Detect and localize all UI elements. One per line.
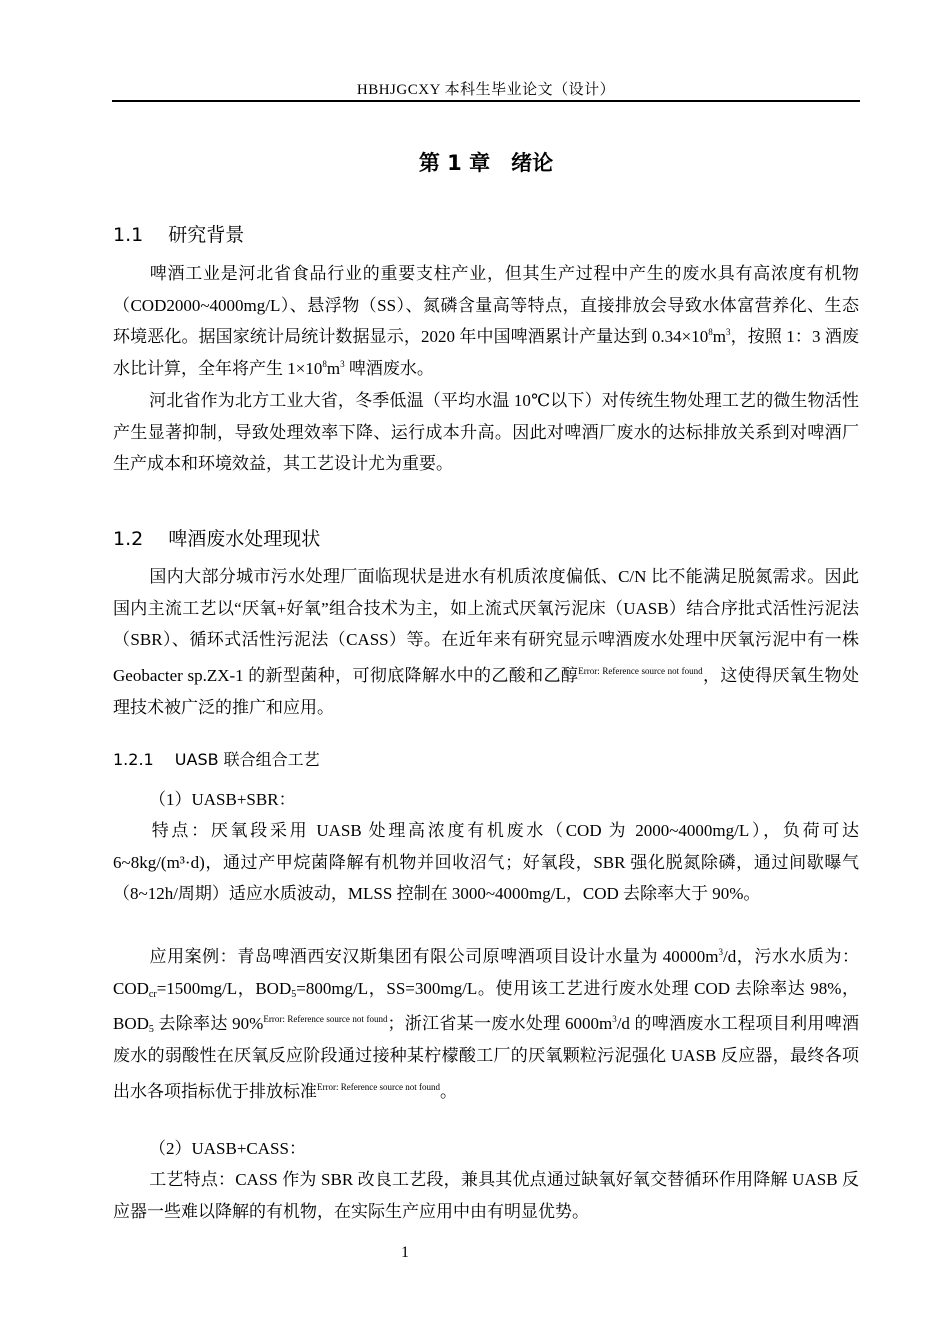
section-heading-1-1: 1.1 研究背景 — [113, 224, 245, 246]
page-header: HBHJGCXY 本科生毕业论文（设计） — [356, 82, 616, 98]
paragraph-process-features: 工艺特点：CASS 作为 SBR 改良工艺段，兼具其优点通过缺氧好氧交替循环作用降解 UASB 反应器一些难以降解的有机物，在实际生产应用中由有明显优势。 — [113, 1170, 859, 1221]
section-heading-1-2: 1.2 啤酒废水处理现状 — [113, 528, 321, 550]
paragraph-features: 特点：厌氧段采用 UASB 处理高浓度有机废水（COD 为 2000~4000mg/L），负荷可达 6~8kg/(m³·d)，通过产甲烷菌降解有机物并回收沼气；好氧段，SBR 强化脱氮除磷，通过间歇曝气（8~12h/周期）适应水质波动，MLSS 控制在 3000~4000mg/L，COD 去除率大于 90%。 — [113, 821, 859, 904]
paragraph-status: 国内大部分城市污水处理厂面临现状是进水有机质浓度偏低、C/N 比不能满足脱氮需求。因此国内主流工艺以“厌氧+好氧”组合技术为主，如上流式厌氧污泥床（UASB）结合序批式活性污泥法（SBR）、循环式活性污泥法（CASS）等。在近年来有研究显示啤酒废水处理中厌氧污泥中有一株 Geobacter sp.ZX-1 的新型菌种，可彻底降解水中的乙酸和乙醇$^{Error: Reference source not found}$，这使得厌氧生物处理技术被广泛的推广和应用。 — [113, 567, 860, 717]
reference-error: Error: Reference source not found — [263, 1014, 388, 1025]
chapter-title: 第 1 章 绪论 — [418, 151, 554, 175]
page-number: 1 — [401, 1244, 409, 1261]
reference-error: Error: Reference source not found — [317, 1081, 440, 1092]
reference-error: Error: Reference source not found — [578, 666, 703, 677]
paragraph-background-2: 河北省作为北方工业大省，冬季低温（平均水温 10℃以下）对传统生物处理工艺的微生物活性产生显著抑制，导致处理效率下降、运行成本升高。因此对啤酒厂废水的达标排放关系到对啤酒厂生产成本和环境效益，其工艺设计尤为重要。 — [113, 391, 859, 474]
item-uasb-cass: （2）UASB+CASS： — [149, 1139, 306, 1158]
paragraph-background-1: 啤酒工业是河北省食品行业的重要支柱产业，但其生产过程中产生的废水具有高浓度有机物（COD2000~4000mg/L）、悬浮物（SS）、氮磷含量高等特点，直接排放会导致水体富营养化、生态环境恶化。据国家统计局统计数据显示，2020 年中国啤酒累计产量达到 $0.34\times 10^8m^3$，按照 1：3 酒废水比计算，全年将产生 $1\times 10^8m^3$ 啤酒废水。 — [113, 264, 859, 379]
section-heading-1-2-1: 1.2.1 UASB 联合组合工艺 — [113, 750, 320, 769]
paragraph-case: 应用案例：青岛啤酒西安汉斯集团有限公司原啤酒项目设计水量为 $40000m^3/d$，污水水质为：$COD_{cr}=1500mg/L$，$BOD_5=800mg/L$，SS=300mg/L。使用该工艺进行废水处理 COD 去除率达 98%，$BOD_5$ 去除率达 90%$^{Error: Reference source not found}$；浙江省某一废水处理 $6000m^3/d$ 的啤酒废水工程项目利用啤酒废水的弱酸性在厌氧反应阶段通过接种某柠檬酸工厂的厌氧颗粒污泥强化 UASB 反应器，最终各项出水各项指标优于排放标准$^{Error: Reference source not found}$。 — [113, 947, 859, 1101]
item-uasb-sbr: （1）UASB+SBR： — [149, 790, 296, 809]
header-rule — [112, 100, 860, 102]
